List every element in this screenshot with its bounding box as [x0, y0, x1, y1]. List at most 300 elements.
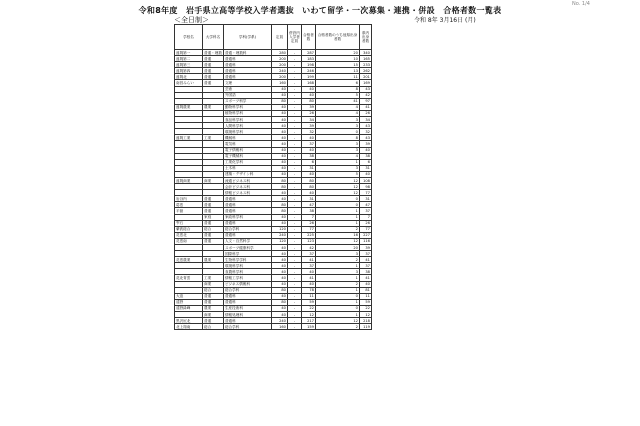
- cell-affiliated: -: [287, 208, 301, 214]
- cell-course: 環境科学科: [223, 263, 271, 269]
- cell-capacity: 80: [271, 177, 287, 183]
- cell-course: 普通科: [223, 68, 271, 74]
- cell-passed: 6: [301, 159, 315, 165]
- cell-capacity: 40: [271, 220, 287, 226]
- cell-capacity: 40: [271, 129, 287, 135]
- cell-department: 総合: [203, 226, 224, 232]
- cell-department: 普通: [203, 74, 224, 80]
- cell-passed: 40: [301, 135, 315, 141]
- cell-affiliated: -: [287, 110, 301, 116]
- cell-local: 31: [359, 196, 371, 202]
- cell-course: 電気科: [223, 141, 271, 147]
- document-date: 令和 8年 3月16日 (月): [414, 17, 476, 24]
- cell-other-prefecture: 4: [315, 153, 359, 159]
- cell-course: 情報工学科: [223, 275, 271, 281]
- cell-capacity: 40: [271, 104, 287, 110]
- cell-local: 26: [359, 110, 371, 116]
- cell-passed: 40: [301, 92, 315, 98]
- cell-affiliated: -: [287, 153, 301, 159]
- cell-passed: 22: [301, 305, 315, 311]
- cell-other-prefecture: 10: [315, 56, 359, 62]
- cell-passed: 217: [301, 318, 315, 324]
- cell-course: 情報ビジネス科: [223, 190, 271, 196]
- cell-course: 普通・理数科: [223, 50, 271, 56]
- cell-other-prefecture: 0: [315, 202, 359, 208]
- cell-local: 38: [359, 269, 371, 275]
- cell-course: 環境科学科: [223, 129, 271, 135]
- cell-other-prefecture: 13: [315, 68, 359, 74]
- cell-local: 43: [359, 123, 371, 129]
- cell-other-prefecture: 0: [315, 305, 359, 311]
- cell-other-prefecture: 12: [315, 184, 359, 190]
- cell-capacity: 40: [271, 293, 287, 299]
- cell-course: 文理: [223, 80, 271, 86]
- cell-course: 普通科: [223, 196, 271, 202]
- header-course: 学科(学系): [223, 25, 271, 50]
- document-title: 令和8年度 岩手県立高等学校入学者選抜 いわて留学・一次募集・連携・併設 合格者数一覧表: [138, 6, 502, 15]
- cell-other-prefecture: 12: [315, 318, 359, 324]
- cell-affiliated: -: [287, 86, 301, 92]
- cell-department: 普通: [203, 202, 224, 208]
- cell-passed: 80: [301, 184, 315, 190]
- cell-passed: 39: [301, 123, 315, 129]
- header-other-prefecture: 合格者数のうち他県出身者数: [315, 25, 359, 50]
- cell-capacity: 200: [271, 62, 287, 68]
- cell-department: 普通: [203, 62, 224, 68]
- cell-course: 芸術: [223, 86, 271, 92]
- cell-other-prefecture: 2: [315, 324, 359, 330]
- cell-department: 普通・理数: [204, 50, 222, 55]
- cell-other-prefecture: 2: [315, 226, 359, 232]
- cell-affiliated: -: [287, 190, 301, 196]
- cell-passed: 34: [301, 117, 315, 123]
- cell-local: 41: [359, 275, 371, 281]
- cell-course: 生産技術科: [223, 305, 271, 311]
- cell-course: 機械科: [223, 135, 271, 141]
- cell-affiliated: -: [287, 299, 301, 305]
- cell-course: 動物科学科: [223, 104, 271, 110]
- cell-affiliated: -: [287, 196, 301, 202]
- cell-other-prefecture: 0: [315, 196, 359, 202]
- cell-local: 26: [359, 220, 371, 226]
- cell-capacity: 40: [271, 196, 287, 202]
- cell-course: 普通科: [223, 62, 271, 68]
- cell-affiliated: -: [287, 220, 301, 226]
- cell-passed: 78: [301, 287, 315, 293]
- cell-school: 遠野: [175, 299, 203, 305]
- document-subtitle: ＜全日制＞: [174, 16, 209, 24]
- cell-affiliated: -: [287, 68, 301, 74]
- cell-other-prefecture: 15: [315, 62, 359, 68]
- cell-passed: 225: [301, 232, 315, 238]
- cell-passed: 123: [301, 238, 315, 244]
- cell-affiliated: -: [287, 184, 301, 190]
- cell-course: 植物科学科: [223, 110, 271, 116]
- cell-local: 40: [359, 281, 371, 287]
- cell-local: 340: [359, 50, 371, 56]
- cell-department: 農業: [203, 104, 224, 110]
- cell-affiliated: -: [287, 50, 301, 56]
- cell-school: 葛巻: [175, 202, 203, 208]
- cell-other-prefecture: 1: [315, 275, 359, 281]
- cell-passed: 37: [301, 251, 315, 257]
- header-capacity: 定員: [271, 25, 287, 50]
- cell-course: 普通科: [223, 56, 271, 62]
- cell-capacity: 40: [271, 86, 287, 92]
- cell-local: 22: [359, 305, 371, 311]
- cell-course: 食農科学科: [223, 269, 271, 275]
- cell-other-prefecture: 20: [315, 50, 359, 56]
- cell-school: 黒沢尻北: [175, 318, 203, 324]
- cell-local: 233: [359, 62, 371, 68]
- cell-other-prefecture: 1: [315, 220, 359, 226]
- cell-passed: 32: [301, 129, 315, 135]
- cell-passed: 26: [301, 220, 315, 226]
- cell-passed: 12: [301, 312, 315, 318]
- cell-other-prefecture: 4: [315, 104, 359, 110]
- cell-local: 37: [359, 263, 371, 269]
- cell-other-prefecture: 5: [315, 92, 359, 98]
- cell-other-prefecture: 1: [315, 299, 359, 305]
- cell-capacity: 160: [271, 80, 287, 86]
- cell-school: 盛岡第二: [175, 56, 203, 62]
- cell-course: 普通科: [223, 299, 271, 305]
- cell-passed: 38: [301, 153, 315, 159]
- cell-course: 情報処理科: [223, 312, 271, 318]
- cell-other-prefecture: 0: [315, 129, 359, 135]
- cell-other-prefecture: 1: [315, 287, 359, 293]
- header-department: 大学科名: [203, 25, 224, 50]
- cell-school: 紫波総合: [175, 226, 203, 232]
- cell-affiliated: -: [287, 147, 301, 153]
- cell-school: 花巻北: [175, 232, 203, 238]
- cell-local: 12: [359, 312, 371, 318]
- cell-course: 普通科: [223, 232, 271, 238]
- cell-department: 普通: [203, 299, 224, 305]
- cell-course: 流通ビジネス科: [223, 177, 271, 183]
- cell-affiliated: -: [287, 92, 301, 98]
- cell-capacity: 40: [271, 257, 287, 263]
- cell-course: 食品科学科: [223, 117, 271, 123]
- cell-department: 普通: [203, 56, 224, 62]
- cell-school: 遠野緑峰: [175, 305, 203, 311]
- cell-capacity: 40: [271, 153, 287, 159]
- cell-affiliated: -: [287, 238, 301, 244]
- cell-other-prefecture: 4: [315, 110, 359, 116]
- cell-affiliated: -: [287, 165, 301, 171]
- cell-affiliated: -: [287, 293, 301, 299]
- cell-passed: 37: [301, 141, 315, 147]
- cell-passed: 168: [301, 80, 315, 86]
- cell-capacity: 120: [271, 238, 287, 244]
- cell-course: 総合学科: [223, 226, 271, 232]
- cell-affiliated: -: [287, 117, 301, 123]
- cell-affiliated: -: [287, 141, 301, 147]
- cell-affiliated: -: [287, 214, 301, 220]
- cell-capacity: 80: [271, 184, 287, 190]
- cell-affiliated: -: [287, 251, 301, 257]
- cell-local: 218: [359, 318, 371, 324]
- cell-affiliated: -: [287, 263, 301, 269]
- cell-capacity: 40: [271, 147, 287, 153]
- cell-school: 北上翔南: [175, 324, 203, 330]
- cell-capacity: 40: [271, 281, 287, 287]
- cell-department: 商業: [203, 312, 224, 318]
- cell-capacity: 40: [271, 92, 287, 98]
- cell-other-prefecture: 1: [315, 214, 359, 220]
- cell-local: 32: [359, 129, 371, 135]
- cell-other-prefecture: 8: [315, 135, 359, 141]
- header-school: 学校名: [175, 25, 203, 50]
- cell-capacity: 40: [271, 251, 287, 257]
- cell-affiliated: -: [287, 257, 301, 263]
- cell-passed: 198: [301, 62, 315, 68]
- cell-course: 土木科: [223, 165, 271, 171]
- cell-passed: 40: [301, 86, 315, 92]
- cell-course: 家政科学科: [223, 214, 271, 220]
- cell-other-prefecture: 2: [315, 281, 359, 287]
- cell-affiliated: -: [287, 62, 301, 68]
- cell-course: 電子情報科: [223, 147, 271, 153]
- cell-affiliated: -: [287, 104, 301, 110]
- cell-local: 41: [359, 257, 371, 263]
- cell-school: 花北青雲: [175, 275, 203, 281]
- cell-capacity: 80: [271, 202, 287, 208]
- cell-department: 農業: [203, 257, 224, 263]
- cell-local: 42: [359, 92, 371, 98]
- cell-passed: 39: [301, 104, 315, 110]
- cell-passed: 38: [301, 208, 315, 214]
- cell-local: 7: [359, 214, 371, 220]
- cell-other-prefecture: 20: [315, 245, 359, 251]
- cell-other-prefecture: 3: [315, 165, 359, 171]
- cell-course: 総合学科: [223, 287, 271, 293]
- cell-passed: 199: [301, 74, 315, 80]
- cell-local: 59: [359, 299, 371, 305]
- cell-capacity: 240: [271, 318, 287, 324]
- cell-capacity: 40: [271, 305, 287, 311]
- cell-school: 盛岡商業: [175, 177, 203, 183]
- cell-affiliated: -: [287, 202, 301, 208]
- cell-school: 盛岡第一: [175, 50, 203, 56]
- cell-affiliated: -: [287, 232, 301, 238]
- cell-department: 総合: [203, 287, 224, 293]
- cell-affiliated: -: [287, 129, 301, 135]
- cell-local: 11: [359, 293, 371, 299]
- cell-department: 普通: [203, 293, 224, 299]
- table-header: [175, 25, 372, 50]
- cell-capacity: 200: [271, 56, 287, 62]
- cell-capacity: 40: [271, 171, 287, 177]
- cell-passed: 40: [301, 281, 315, 287]
- cell-other-prefecture: 3: [315, 117, 359, 123]
- cell-other-prefecture: 1: [315, 263, 359, 269]
- cell-department: 普通: [203, 220, 224, 226]
- cell-capacity: 40: [271, 159, 287, 165]
- cell-other-prefecture: 1: [315, 312, 359, 318]
- cell-school: 花巻農業: [175, 257, 203, 263]
- cell-affiliated: -: [287, 98, 301, 104]
- cell-local: 201: [359, 74, 371, 80]
- cell-school: 盛岡工業: [175, 135, 203, 141]
- cell-affiliated: -: [287, 245, 301, 251]
- cell-passed: 77: [301, 226, 315, 232]
- cell-passed: 7: [301, 214, 315, 220]
- header-local: 県内出身者数: [359, 25, 371, 50]
- cell-course: 普通科: [223, 202, 271, 208]
- cell-course: 電子機械科: [223, 153, 271, 159]
- cell-other-prefecture: 16: [315, 232, 359, 238]
- cell-affiliated: -: [287, 135, 301, 141]
- cell-course: 普通科: [223, 293, 271, 299]
- cell-capacity: 160: [271, 324, 287, 330]
- cell-affiliated: -: [287, 177, 301, 183]
- cell-passed: 246: [301, 68, 315, 74]
- cell-course: 工業化学科: [223, 159, 271, 165]
- cell-local: 169: [359, 80, 371, 86]
- cell-passed: 159: [301, 324, 315, 330]
- cell-capacity: 40: [271, 312, 287, 318]
- cell-department: 総合: [203, 324, 224, 330]
- cell-local: 47: [359, 202, 371, 208]
- cell-school: 雫石: [175, 220, 203, 226]
- cell-department: 工業: [203, 135, 224, 141]
- cell-affiliated: -: [287, 123, 301, 129]
- cell-affiliated: -: [287, 171, 301, 177]
- cell-passed: 41: [301, 275, 315, 281]
- cell-department: 普通: [203, 196, 224, 202]
- cell-local: 38: [359, 153, 371, 159]
- cell-affiliated: -: [287, 318, 301, 324]
- cell-course: 普通科: [223, 74, 271, 80]
- cell-school: 平舘: [175, 208, 203, 214]
- cell-capacity: 80: [271, 287, 287, 293]
- cell-other-prefecture: 1: [315, 208, 359, 214]
- cell-other-prefecture: 6: [315, 80, 359, 86]
- cell-department: 農業: [203, 305, 224, 311]
- cell-local: 119: [359, 324, 371, 330]
- cell-affiliated: -: [287, 56, 301, 62]
- cell-passed: 40: [301, 147, 315, 153]
- cell-course: 外国語: [223, 92, 271, 98]
- cell-school: 花巻南: [175, 238, 203, 244]
- cell-capacity: 40: [271, 141, 287, 147]
- cell-course: スポーツ科学: [223, 98, 271, 104]
- cell-department: 普通: [203, 318, 224, 324]
- cell-other-prefecture: 2: [315, 257, 359, 263]
- cell-passed: 40: [301, 190, 315, 196]
- cell-local: 43: [359, 135, 371, 141]
- cell-local: 37: [359, 208, 371, 214]
- cell-school: 盛岡農業: [175, 104, 203, 110]
- cell-affiliated: -: [287, 159, 301, 165]
- cell-other-prefecture: 3: [315, 251, 359, 257]
- cell-passed: 26: [301, 110, 315, 116]
- cell-course: 人間科学科: [223, 123, 271, 129]
- cell-department: 普通: [203, 68, 224, 74]
- cell-passed: 80: [301, 177, 315, 183]
- cell-course: スポーツ健康科学: [223, 245, 271, 251]
- cell-local: 41: [359, 104, 371, 110]
- cell-capacity: 40: [271, 165, 287, 171]
- cell-other-prefecture: 12: [315, 238, 359, 244]
- cell-affiliated: -: [287, 312, 301, 318]
- cell-department: 商業: [203, 281, 224, 287]
- cell-local: 34: [359, 117, 371, 123]
- cell-capacity: 240: [271, 68, 287, 74]
- page-number: No. 1/4: [572, 1, 590, 7]
- cell-passed: 47: [301, 202, 315, 208]
- cell-school: 大迫: [175, 293, 203, 299]
- cell-passed: 40: [301, 171, 315, 177]
- cell-school: 岩谷内: [175, 196, 203, 202]
- cell-local: 262: [359, 68, 371, 74]
- cell-affiliated: -: [287, 74, 301, 80]
- cell-local: 97: [359, 98, 371, 104]
- cell-local: 6: [359, 159, 371, 165]
- cell-passed: 41: [301, 257, 315, 263]
- cell-affiliated: -: [287, 324, 301, 330]
- cell-department: 家庭: [203, 214, 224, 220]
- cell-passed: 80: [301, 98, 315, 104]
- cell-capacity: 80: [271, 208, 287, 214]
- cell-passed: 40: [301, 269, 315, 275]
- cell-local: 31: [359, 165, 371, 171]
- cell-affiliated: -: [287, 281, 301, 287]
- cell-local: 40: [359, 171, 371, 177]
- table-row: [175, 324, 372, 330]
- cell-capacity: 40: [271, 110, 287, 116]
- cell-other-prefecture: 1: [315, 159, 359, 165]
- cell-affiliated: -: [287, 226, 301, 232]
- cell-course: 普通科: [223, 318, 271, 324]
- cell-other-prefecture: 12: [315, 190, 359, 196]
- cell-school: 盛岡第四: [175, 68, 203, 74]
- cell-local: 81: [359, 287, 371, 293]
- cell-course: 生物科学学科: [223, 257, 271, 263]
- cell-department: 商業: [203, 177, 224, 183]
- cell-capacity: 40: [271, 275, 287, 281]
- cell-capacity: 40: [271, 245, 287, 251]
- cell-capacity: 40: [271, 214, 287, 220]
- cell-local: 77: [359, 226, 371, 232]
- cell-school: 南昌みらい: [175, 80, 203, 86]
- cell-department: 普通: [203, 238, 224, 244]
- results-table: [174, 24, 372, 330]
- cell-school: 盛岡第三: [175, 62, 203, 68]
- cell-capacity: 40: [271, 123, 287, 129]
- cell-other-prefecture: 11: [315, 74, 359, 80]
- cell-passed: 11: [301, 293, 315, 299]
- header-passed: 合格者数: [301, 25, 315, 50]
- cell-capacity: 40: [271, 269, 287, 275]
- cell-other-prefecture: 8: [315, 86, 359, 92]
- cell-school: 盛岡北: [175, 74, 203, 80]
- cell-capacity: 80: [271, 299, 287, 305]
- cell-other-prefecture: 41: [315, 98, 359, 104]
- cell-affiliated: -: [287, 287, 301, 293]
- cell-capacity: 40: [271, 190, 287, 196]
- cell-capacity: 120: [271, 226, 287, 232]
- cell-other-prefecture: 3: [315, 147, 359, 153]
- cell-capacity: 200: [271, 74, 287, 80]
- cell-local: 98: [359, 184, 371, 190]
- cell-course: 建築・デザイン科: [223, 171, 271, 177]
- cell-affiliated: -: [287, 80, 301, 86]
- cell-course: 総合学科: [223, 324, 271, 330]
- cell-local: 108: [359, 177, 371, 183]
- cell-other-prefecture: 12: [315, 177, 359, 183]
